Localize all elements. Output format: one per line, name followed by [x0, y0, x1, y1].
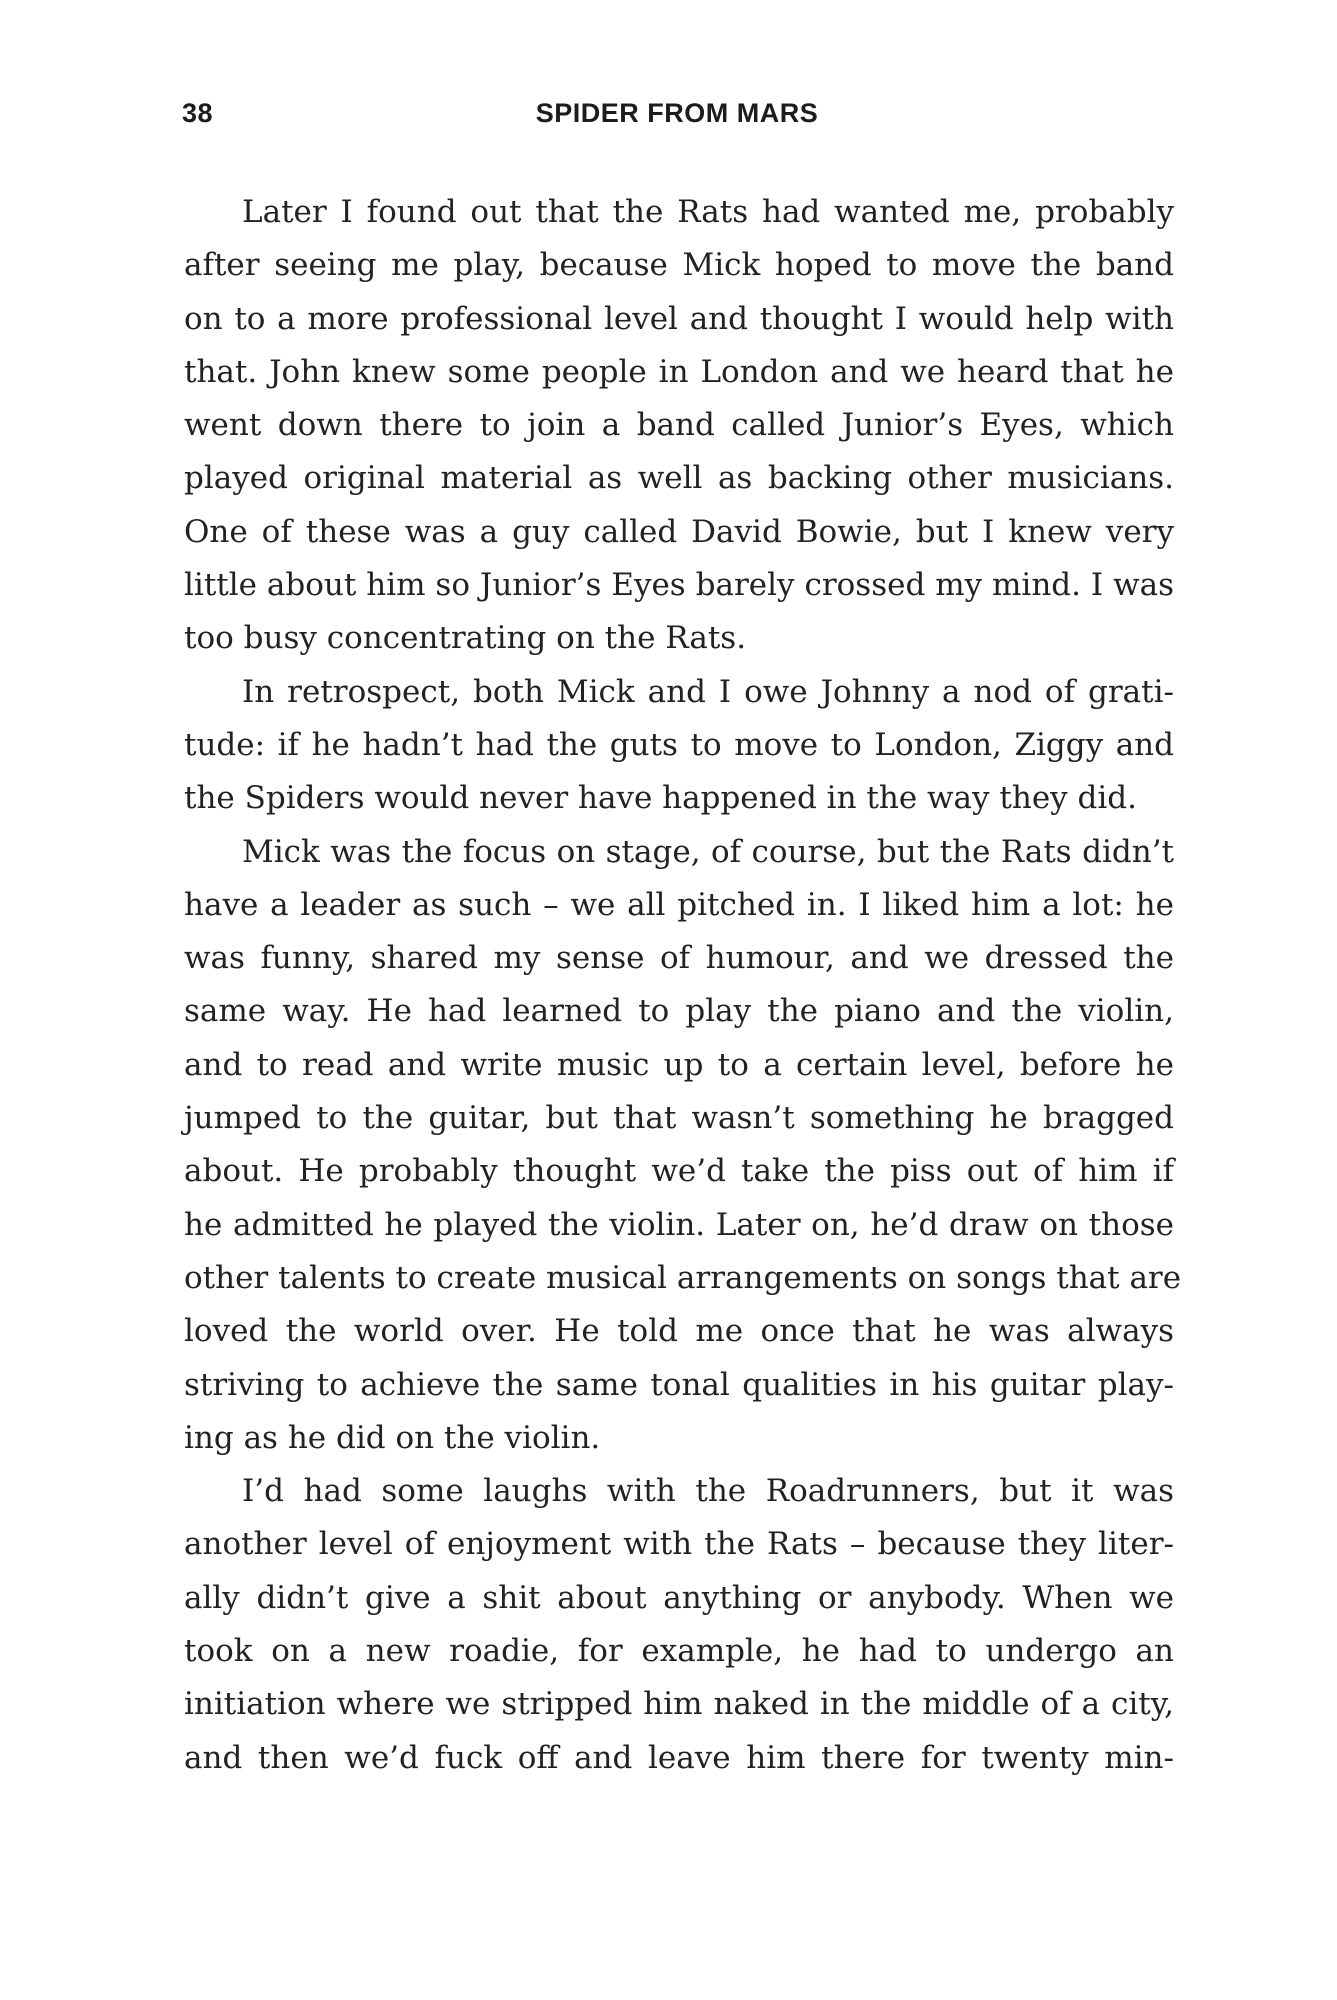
text-line: little about him so Junior’s Eyes barely crossed my mind. I was: [184, 567, 1174, 604]
text-line: initiation where we stripped him naked in the middle of a city,: [184, 1686, 1174, 1723]
running-head: [182, 98, 1172, 138]
text-line: loved the world over. He told me once that he was always: [184, 1313, 1174, 1350]
text-line: Later I found out that the Rats had wanted me, probably: [242, 194, 1174, 230]
text-line: was funny, shared my sense of humour, and we dressed the: [184, 940, 1174, 977]
text-line: other talents to create musical arrangements on songs that are: [184, 1259, 1182, 1296]
text-line: about. He probably thought we’d take the piss out of him if: [184, 1153, 1174, 1190]
text-line: took on a new roadie, for example, he had to undergo an: [184, 1633, 1174, 1670]
running-title: SPIDER FROM MARS: [535, 98, 819, 128]
text-line: Mick was the focus on stage, of course, but the Rats didn’t: [242, 833, 1174, 870]
text-line: and to read and write music up to a certain level, before he: [184, 1046, 1174, 1083]
text-line: One of these was a guy called David Bowie, but I knew very: [184, 513, 1174, 550]
text-line: too busy concentrating on the Rats.: [184, 620, 747, 657]
text-line: on to a more professional level and thought I would help with: [184, 300, 1174, 337]
text-line: that. John knew some people in London and we heard that he: [184, 353, 1174, 390]
text-line: the Spiders would never have happened in the way they did.: [184, 780, 1137, 817]
body-text: [184, 186, 1182, 1785]
text-line: he admitted he played the violin. Later on, he’d draw on those: [184, 1206, 1174, 1243]
text-line: I’d had some laughs with the Roadrunners, but it was: [242, 1473, 1174, 1510]
page-number: 38: [182, 98, 214, 128]
text-line: ing as he did on the violin.: [184, 1419, 601, 1456]
text-line: another level of enjoyment with the Rats – because they liter-: [184, 1526, 1174, 1563]
text-line: jumped to the guitar, but that wasn’t something he bragged: [184, 1100, 1174, 1137]
text-line: played original material as well as backing other musicians.: [184, 460, 1174, 497]
text-line: after seeing me play, because Mick hoped to move the band: [184, 247, 1174, 284]
text-line: went down there to join a band called Junior’s Eyes, which: [184, 407, 1174, 444]
text-line: ally didn’t give a shit about anything or anybody. When we: [184, 1579, 1174, 1616]
text-line: same way. He had learned to play the piano and the violin,: [184, 993, 1174, 1030]
text-line: In retrospect, both Mick and I owe Johnny a nod of grati-: [242, 673, 1174, 710]
text-line: have a leader as such – we all pitched in. I liked him a lot: he: [184, 886, 1174, 923]
text-line: striving to achieve the same tonal qualities in his guitar play-: [184, 1366, 1174, 1403]
text-line: tude: if he hadn’t had the guts to move to London, Ziggy and: [184, 726, 1174, 763]
text-line: and then we’d fuck off and leave him there for twenty min-: [184, 1739, 1174, 1776]
